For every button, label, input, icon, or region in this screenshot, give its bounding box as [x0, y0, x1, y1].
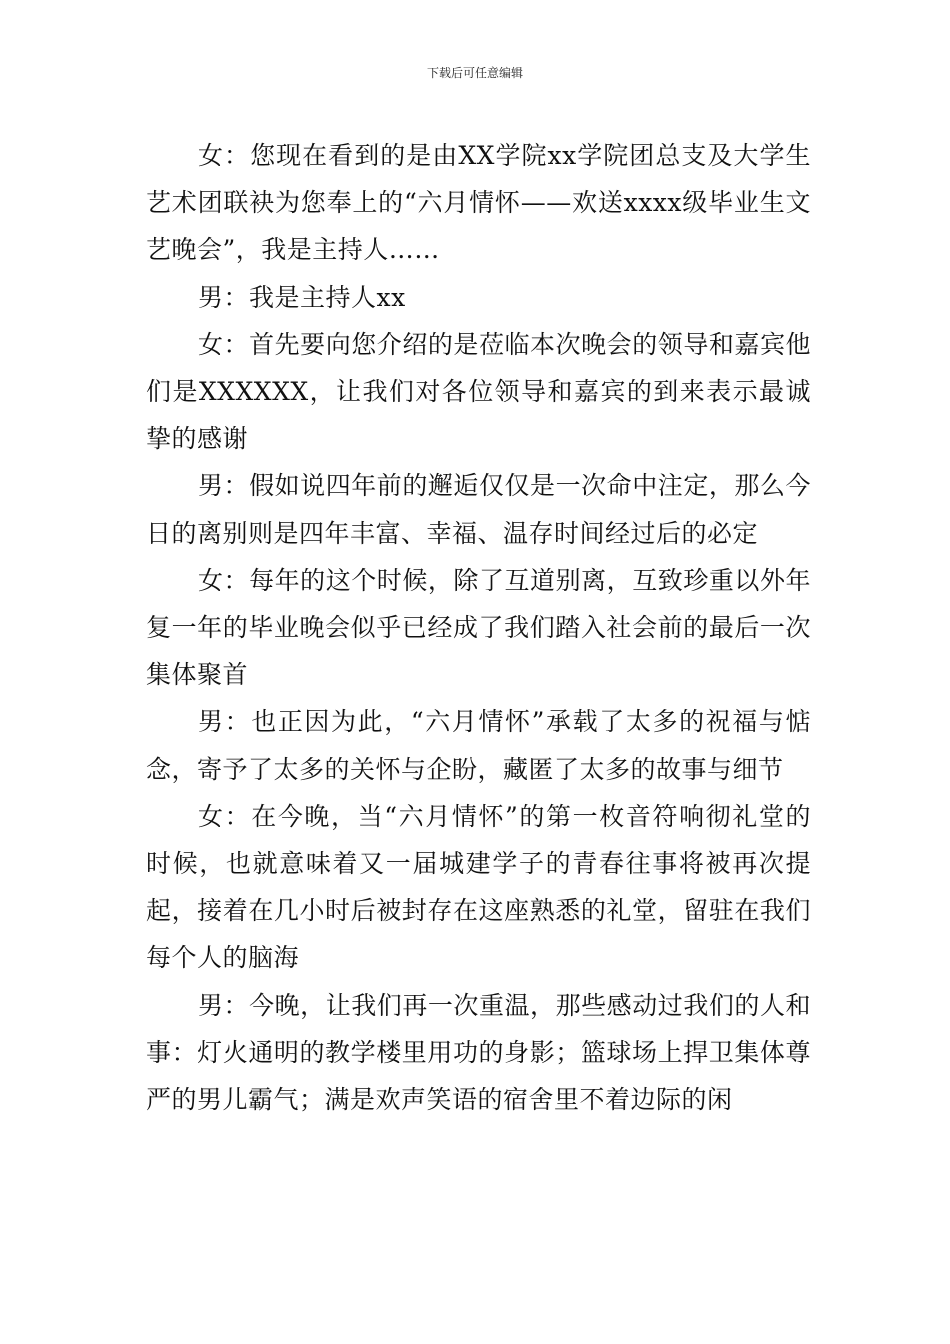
page-header: 下载后可任意编辑 — [426, 66, 523, 80]
paragraph-8: 男：今晚，让我们再一次重温，那些感动过我们的人和事：灯火通明的教学楼里用功的身影；篮球场上捍卫集体尊严的男儿霸气；满是欢声笑语的宿舍里不着边际的闲 — [146, 990, 811, 1115]
document-body — [146, 132, 811, 1123]
paragraph-4: 男：假如说四年前的邂逅仅仅是一次命中注定，那么今日的离别则是四年丰富、幸福、温存时间经过后的必定 — [146, 471, 811, 548]
paragraph-6: 男：也正因为此，“六月情怀”承载了太多的祝福与惦念，寄予了太多的关怀与企盼，藏匿了太多的故事与细节 — [146, 707, 811, 784]
paragraph-3: 女：首先要向您介绍的是莅临本次晚会的领导和嘉宾他们是XXXXXX，让我们对各位领导和嘉宾的到来表示最诚挚的感谢 — [146, 329, 811, 454]
paragraph-5: 女：每年的这个时候，除了互道别离，互致珍重以外年复一年的毕业晚会似乎已经成了我们踏入社会前的最后一次集体聚首 — [146, 565, 811, 690]
paragraph-1: 女：您现在看到的是由XX学院xx学院团总支及大学生艺术团联袂为您奉上的“六月情怀——欢送xxxx级毕业生文艺晚会”，我是主持人…… — [146, 141, 811, 265]
paragraph-7: 女：在今晚，当“六月情怀”的第一枚音符响彻礼堂的时候，也就意味着又一届城建学子的青春往事将被再次提起，接着在几小时后被封存在这座熟悉的礼堂，留驻在我们每个人的脑海 — [146, 801, 811, 973]
paragraph-2: 男：我是主持人xx — [198, 282, 406, 312]
